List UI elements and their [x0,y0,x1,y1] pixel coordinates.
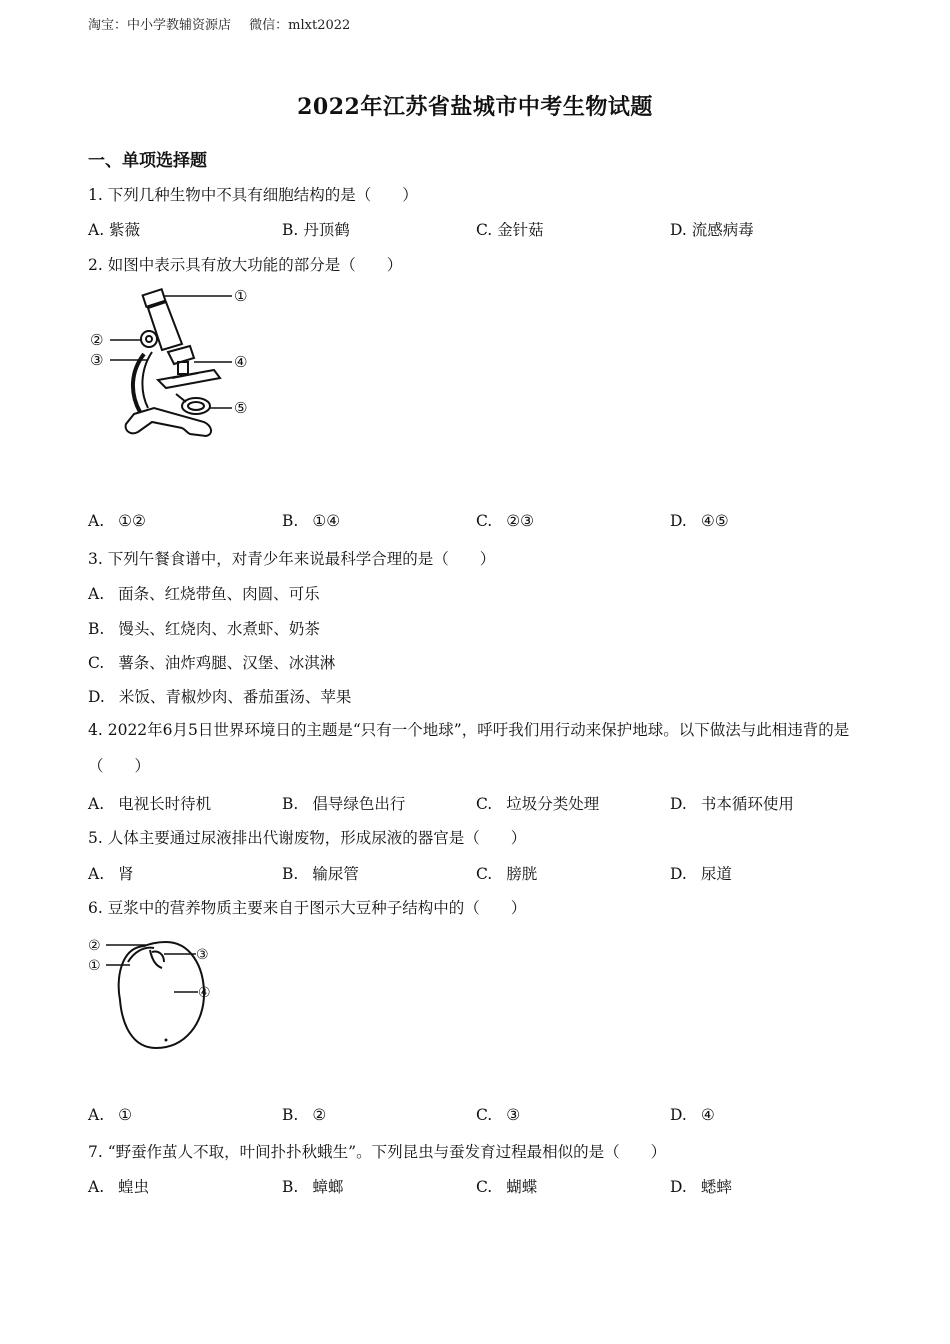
section-heading: 一、单项选择题 [88,151,207,171]
option-letter: C. [476,512,493,530]
option-text: 垃圾分类处理 [506,795,600,813]
question-3-stem: 3. 下列午餐食谱中，对青少年来说最科学合理的是（ ） [88,550,496,568]
option-text: 蝗虫 [118,1178,150,1196]
question-2-options [88,512,868,536]
option-b [282,1175,343,1197]
option-text: 馒头、红烧肉、水煮虾、奶茶 [118,620,320,638]
option-text: ② [312,1106,327,1124]
option-b [88,617,320,639]
figure-label-5: ⑤ [234,399,248,417]
option-text: ① [118,1106,133,1124]
option-a: A. 紫薇 [88,221,141,239]
page-header [88,14,350,33]
figure-label-1: ① [234,287,248,305]
option-letter: B. [282,795,299,813]
option-text: ④⑤ [700,512,729,530]
question-1-stem: 1. 下列几种生物中不具有细胞结构的是（ ） [88,186,418,204]
question-7-stem: 7. “野蚕作茧人不取，叶间扑扑秋蛾生”。下列昆虫与蚕发育过程最相似的是（ ） [88,1143,667,1161]
option-a [88,512,146,530]
option-letter: B. [282,1178,299,1196]
question-2-stem: 2. 如图中表示具有放大功能的部分是（ ） [88,256,403,274]
question-4-stem: 4. 2022年6月5日世界环境日的主题是“只有一个地球”，呼吁我们用行动来保护地球。以下做法与此相违背的是（ ） [88,721,850,775]
option-d [670,1106,715,1124]
option-text: 米饭、青椒炒肉、番茄蛋汤、苹果 [118,688,352,706]
option-letter: A. [88,795,105,813]
option-d [670,862,732,884]
option-letter: C. [476,1106,493,1124]
option-text: 面条、红烧带鱼、肉圆、可乐 [118,585,320,603]
option-text: 倡导绿色出行 [312,795,406,813]
option-letter: D. [670,865,687,883]
option-d [88,685,351,707]
option-text: 蟑螂 [312,1178,344,1196]
option-d: D. 流感病毒 [670,221,754,239]
option-letter: C. [88,654,105,672]
question-4-options [88,792,868,816]
option-c [88,651,335,673]
question-5-options [88,862,868,886]
option-c [476,1175,537,1197]
option-letter: A. [88,512,105,530]
option-letter: B. [282,512,299,530]
figure-label-3: ③ [196,947,209,963]
option-a [88,792,211,814]
option-text: 输尿管 [312,865,359,883]
option-c [476,862,537,884]
microscope-figure [86,284,266,450]
option-c [476,512,534,530]
figure-label-1: ① [88,958,101,974]
option-letter: D. [670,1178,687,1196]
option-letter: C. [476,1178,493,1196]
shop-name: 淘宝：中小学教辅资源店 [88,18,232,33]
soybean-seed-figure [86,932,226,1056]
option-letter: B. [88,620,105,638]
option-letter: B. [282,865,299,883]
option-text: ④ [700,1106,715,1124]
option-text: 蝴蝶 [506,1178,538,1196]
option-text: 电视长时待机 [118,795,212,813]
option-text: ②③ [506,512,535,530]
option-b [282,1106,326,1124]
option-text: 尿道 [700,865,732,883]
option-b [282,862,359,884]
option-b: B. 丹顶鹤 [282,221,350,239]
option-a [88,1175,149,1197]
option-letter: B. [282,1106,299,1124]
option-letter: A. [88,1106,105,1124]
option-text: 肾 [118,865,134,883]
question-1-options [88,218,868,242]
option-text: 蟋蟀 [700,1178,732,1196]
option-text: 书本循环使用 [700,795,794,813]
figure-label-4: ④ [234,353,248,371]
option-c [476,1106,520,1124]
option-letter: D. [670,1106,687,1124]
page-title: 2022年江苏省盐城市中考生物试题 [297,94,653,120]
option-d [670,512,729,530]
option-a [88,582,320,604]
option-b [282,792,405,814]
option-letter: D. [88,688,105,706]
option-letter: A. [88,1178,105,1196]
option-d [670,1175,732,1197]
option-a [88,862,134,884]
option-letter: A. [88,865,105,883]
option-letter: C. [476,795,493,813]
option-text: 膀胱 [506,865,538,883]
option-text: ③ [506,1106,521,1124]
option-c: C. 金针菇 [476,221,544,239]
option-letter: A. [88,585,105,603]
option-a [88,1106,132,1124]
option-c [476,792,599,814]
option-text: ①② [118,512,146,530]
option-text: 薯条、油炸鸡腿、汉堡、冰淇淋 [118,654,336,672]
option-text: ①④ [312,512,341,530]
wechat-id: 微信：mlxt2022 [249,18,351,33]
option-letter: D. [670,512,687,530]
figure-label-2: ② [88,938,101,954]
figure-label-3: ③ [90,351,104,369]
figure-label-4: ④ [198,985,211,1001]
option-letter: C. [476,865,493,883]
figure-label-2: ② [90,331,104,349]
option-letter: D. [670,795,687,813]
question-7-options [88,1175,868,1199]
option-d [670,792,794,814]
question-6-stem: 6. 豆浆中的营养物质主要来自于图示大豆种子结构中的（ ） [88,899,527,917]
question-5-stem: 5. 人体主要通过尿液排出代谢废物，形成尿液的器官是（ ） [88,829,527,847]
question-6-options [88,1106,868,1130]
option-b [282,512,340,530]
